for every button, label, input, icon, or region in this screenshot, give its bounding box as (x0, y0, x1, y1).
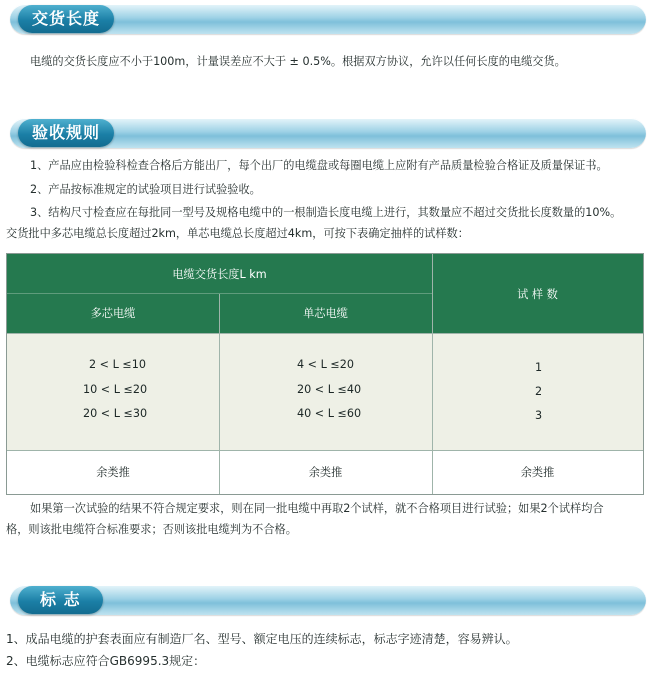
samples-2: 2 (535, 385, 543, 398)
single-range-2: 20 < L ≤40 (297, 383, 362, 396)
header-length: 电缆交货长度L km (7, 254, 432, 293)
table-divider (432, 254, 433, 494)
footer-multi: 余类推 (7, 450, 219, 494)
acceptance-rule-1: 1、产品应由检验科检查合格后方能出厂，每个出厂的电缆盘或每圈电缆上应附有产品质量检验合格证及质量保证书。 (30, 159, 608, 172)
marking-item-1: 1、成品电缆的护套表面应有制造厂名、型号、额定电压的连续标志，标志字迹清楚，容易辨认。 (6, 632, 518, 646)
delivery-text: 电缆的交货长度应不小于100m，计量误差应不大于 ± 0.5%。根据双方协议，允许以任何长度的电缆交货。 (30, 55, 566, 68)
section-bar-delivery (10, 4, 646, 34)
table-divider (7, 333, 643, 334)
footer-samples: 余类推 (432, 450, 643, 494)
table-divider (219, 293, 220, 494)
sampling-table (6, 253, 644, 495)
acceptance-rule-3: 3、结构尺寸检查应在每批同一型号及规格电缆中的一根制造长度电缆上进行，其数量应不超过交货批长度数量的10%。 (30, 206, 622, 219)
acceptance-rule-2: 2、产品按标准规定的试验项目进行试验验收。 (30, 183, 261, 196)
acceptance-note-line-2: 格，则该批电缆符合标准要求；否则该批电缆判为不合格。 (6, 523, 297, 536)
multi-range-1: 2 < L ≤10 (89, 358, 147, 371)
section-title-delivery: 交货长度 (18, 5, 114, 33)
multi-range-3: 20 < L ≤30 (83, 407, 148, 420)
acceptance-note-line-1: 如果第一次试验的结果不符合规定要求，则在同一批电缆中再取2个试样，就不合格项目进行试验；如果2个试样均合 (30, 502, 604, 515)
single-range-3: 40 < L ≤60 (297, 407, 362, 420)
footer-single: 余类推 (219, 450, 432, 494)
header-multi-core: 多芯电缆 (7, 293, 219, 333)
multi-range-2: 10 < L ≤20 (83, 383, 148, 396)
marking-item-2: 2、电缆标志应符合GB6995.3规定： (6, 654, 206, 668)
samples-3: 3 (535, 409, 543, 422)
header-single-core: 单芯电缆 (219, 293, 432, 333)
single-range-1: 4 < L ≤20 (297, 358, 355, 371)
samples-1: 1 (535, 361, 543, 374)
acceptance-rule-4: 交货批中多芯电缆总长度超过2km，单芯电缆总长度超过4km，可按下表确定抽样的试样数： (6, 227, 469, 240)
section-title-acceptance: 验收规则 (18, 119, 114, 147)
section-bar-marking (10, 585, 646, 615)
section-bar-acceptance (10, 118, 646, 148)
table-divider (7, 293, 432, 294)
header-samples: 试 样 数 (432, 254, 643, 333)
table-divider (7, 450, 643, 451)
section-title-marking: 标 志 (18, 586, 103, 614)
